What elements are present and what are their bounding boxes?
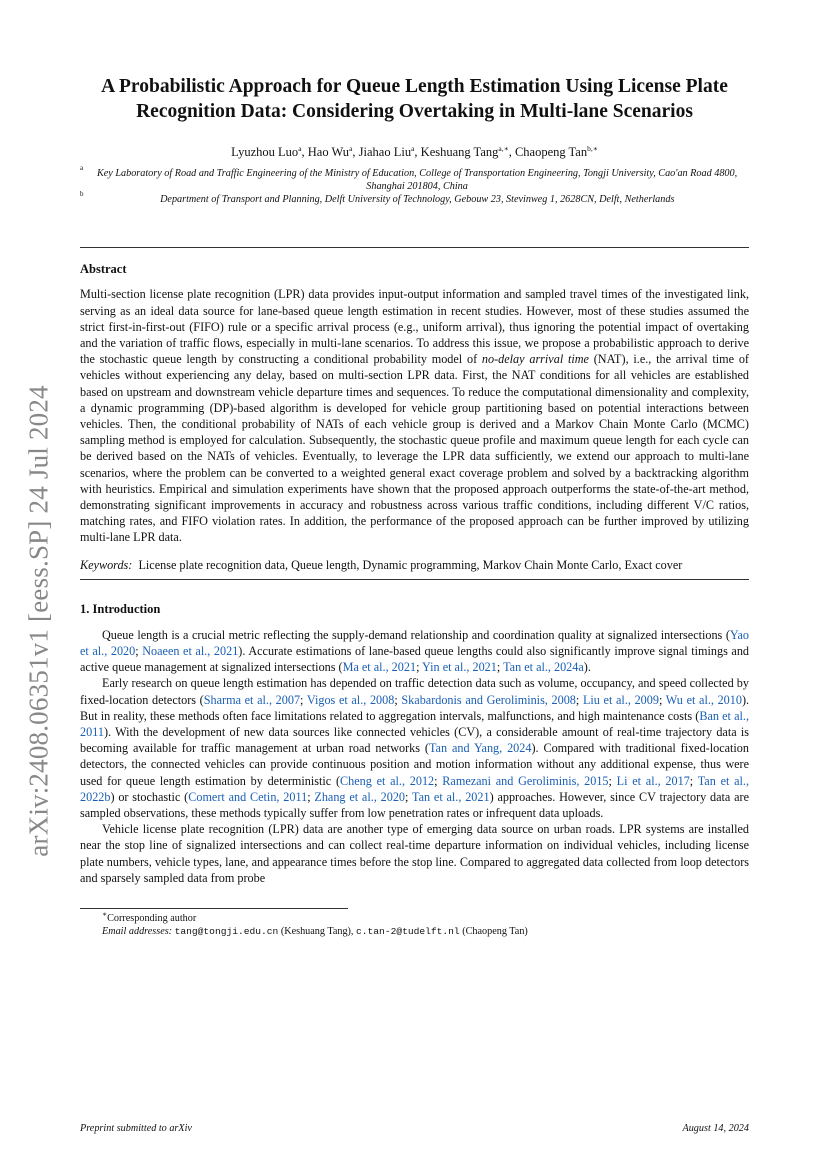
author-affiliation-mark: a	[349, 143, 353, 153]
footnote-emails	[102, 925, 749, 938]
footer-date: August 14, 2024	[682, 1123, 749, 1134]
citation-link[interactable]: Cheng et al., 2012	[340, 773, 435, 788]
affiliation-text: Key Laboratory of Road and Traffic Engineering of the Ministry of Education, College of Transportation Engineering, Tongji University, Cao'an Road 4800, Shanghai 201804, China	[96, 168, 738, 192]
citation-link[interactable]: Comert and Cetin, 2011	[188, 789, 308, 804]
abstract-text	[80, 286, 749, 545]
citation-link[interactable]: Tan and Yang, 2024	[428, 741, 532, 756]
citation-link[interactable]: Tan et al., 2022b	[80, 773, 749, 804]
keywords-label: Keywords:	[80, 557, 133, 572]
affiliation-item	[80, 164, 749, 194]
author-affiliation-mark: a	[298, 143, 302, 153]
citation-link[interactable]: Zhang et al., 2020	[314, 789, 406, 804]
email-name-tang: (Keshuang Tang),	[280, 926, 354, 938]
email-link-tang[interactable]: tang@tongji.edu.cn	[174, 926, 279, 938]
author-name: Jiahao Liu	[358, 145, 412, 159]
author-affiliation-mark: b,∗	[587, 143, 598, 153]
citation-link[interactable]: Noaeen et al., 2021	[142, 644, 239, 659]
abstract-text-part-2: (NAT), i.e., the arrival time of vehicles without experiencing any delay, based on multi-section LPR data. First, the NAT conditions for all vehicles are established based on upstream and downstream vehicle departure times and sequences. To reduce the computational dimensionality and complexity, a dynamic programming (DP)-based algorithm is developed for vehicle group partitioning based on potential interactions between vehicles. Then, the conditional probability of NATs of each vehicle group is derived and a Markov Chain Monte Carlo (MCMC) sampling method is employed for calculation. Subsequently, the stochastic queue profile and maximum queue length for each cycle can be derived based on the NATs of vehicles. Eventually, to leverage the LPR data sufficiently, we extend our approach to multi-lane scenarios, where the problem can be converted to a weighted general exact coverage problem and solved by a backtracking algorithm with heuristics. Empirical and simulation experiments have shown that the proposed approach outperforms the state-of-the-art method, demonstrating significant improvements in accuracy and robustness across various traffic conditions, including different V/C ratios, matching rates, and FIFO violation rates. In addition, the performance of the proposed approach can be further improved by utilizing multi-lane LPR data.	[80, 352, 749, 545]
author-name: Lyuzhou Luo	[231, 145, 299, 159]
arxiv-identifier: arXiv:2408.06351v1 [eess.SP] 24 Jul 2024	[23, 384, 54, 857]
section-body	[80, 627, 749, 886]
author-name: Chaopeng Tan	[514, 145, 588, 159]
keywords-text: License plate recognition data, Queue length, Dynamic programming, Markov Chain Monte Carlo, Exact cover	[138, 557, 683, 572]
arxiv-identifier-sidebar	[21, 372, 57, 869]
affiliations	[80, 164, 749, 206]
section-heading: 1. Introduction	[80, 601, 161, 616]
bottom-rule	[80, 579, 749, 580]
body-paragraph: Early research on queue length estimation has depended on traffic detection data such as volume, occupancy, and speed collected by fixed-location detectors (Sharma et al., 2007; Vigos et al., 2008; Skabardonis and Geroliminis, 2008; Liu et al., 2009; Wu et al., 2010). But in reality, these methods often face limitations related to aggregation intervals, malfunctions, and high maintenance costs (Ban et al., 2011). With the development of new data sources like connected vehicles (CV), a considerable amount of real-time trajectory data is becoming available for traffic management at urban road networks (Tan and Yang, 2024). Compared with traditional fixed-location detectors, the connected vehicles can provide continuous position and motion information without any additional expense, thus were used for queue length estimation by deterministic (Cheng et al., 2012; Ramezani and Geroliminis, 2015; Li et al., 2017; Tan et al., 2022b) or stochastic (Comert and Cetin, 2011; Zhang et al., 2020; Tan et al., 2021) approaches. However, since CV trajectory data are sampled observations, these methods typically suffer from low penetration rates or infrequent data uploads.	[80, 676, 750, 821]
footnote-rule	[80, 908, 348, 909]
affiliation-text: Department of Transport and Planning, Delft University of Technology, Gebouw 23, Stevinweg 1, 2628CN, Delft, Netherlands	[160, 193, 675, 205]
author-affiliation-mark: a	[411, 143, 415, 153]
citation-link[interactable]: Ma et al., 2021	[342, 660, 417, 675]
footnote-corresponding-text: Corresponding author	[107, 913, 197, 925]
abstract-text-part-1: Multi-section license plate recognition (LPR) data provides input-output information and sampled travel times of the investigated link, serving as an ideal data source for lane-based queue length estimation in recent studies. However, most of these studies assumed the strict first-in-first-out (FIFO) rule or a specific arrival process (e.g., uniform arrival), thus ignoring the potential impact of overtaking and the variation of traffic flows, especially in multi-lane scenarios. To address this issue, we propose a probabilistic approach to derive the stochastic queue length by constructing a conditional probability model of	[80, 287, 749, 367]
affiliation-mark: a	[80, 164, 84, 172]
affiliation-mark: b	[80, 189, 84, 198]
citation-link[interactable]: Li et al., 2017	[616, 773, 690, 788]
citation-link[interactable]: Vigos et al., 2008	[306, 692, 395, 707]
author-list: Lyuzhou Luo$^a$, Hao Wu$^a$, Jiahao Liu$^a$, Keshuang Tang$^{a,∗}$, Chaopeng Tan$^{b,∗}$	[231, 143, 598, 159]
paper-title: A Probabilistic Approach for Queue Length Estimation Using License Plate Recognition Data: Considering Overtaking in Multi-lane Scenarios	[101, 76, 728, 122]
author-affiliation-mark: a,∗	[498, 143, 509, 153]
email-link-tan[interactable]: c.tan-2@tudelft.nl	[356, 926, 460, 938]
citation-link[interactable]: Tan et al., 2024a	[503, 660, 584, 675]
citation-link[interactable]: Sharma et al., 2007	[203, 692, 301, 707]
citation-link[interactable]: Tan et al., 2021	[412, 789, 490, 804]
body-paragraph: Vehicle license plate recognition (LPR) data are another type of emerging data source on urban roads. LPR systems are installed near the stop line of signalized intersections and can collect real-time departure information on individual vehicles, including license plate numbers, vehicle types, lane, and appearance times before the stop line. Compared to aggregated data collected from loop detectors and sparsely sampled data from probe	[80, 822, 749, 885]
abstract-heading: Abstract	[80, 262, 127, 277]
citation-link[interactable]: Wu et al., 2010	[665, 692, 742, 707]
body-paragraph: Queue length is a crucial metric reflecting the supply-demand relationship and coordination quality at signalized intersections (Yao et al., 2020; Noaeen et al., 2021). Accurate estimations of lane-based queue lengths could also significantly improve signal timings and active queue management at signalized intersections (Ma et al., 2021; Yin et al., 2021; Tan et al., 2024a).	[80, 627, 750, 675]
email-label: Email addresses:	[102, 926, 173, 938]
email-name-tan: (Chaopeng Tan)	[462, 926, 528, 938]
citation-link[interactable]: Yao et al., 2020	[80, 627, 749, 659]
footnote-corresponding	[102, 909, 749, 925]
footnote-mark: ∗	[102, 909, 108, 919]
affiliation-item	[80, 189, 749, 207]
footnote	[102, 909, 749, 938]
citation-link[interactable]: Liu et al., 2009	[582, 692, 659, 707]
footer-left: Preprint submitted to arXiv	[80, 1123, 192, 1134]
citation-link[interactable]: Yin et al., 2021	[422, 660, 497, 675]
author-name: Hao Wu	[307, 145, 350, 159]
top-rule	[80, 247, 749, 248]
page-footer	[80, 1123, 749, 1134]
paper-page	[80, 70, 749, 938]
keywords	[80, 557, 749, 573]
author-name: Keshuang Tang	[420, 145, 499, 159]
citation-link[interactable]: Ban et al., 2011	[80, 708, 749, 740]
citation-link[interactable]: Skabardonis and Geroliminis, 2008	[401, 692, 576, 707]
citation-link[interactable]: Ramezani and Geroliminis, 2015	[442, 773, 609, 788]
abstract-italic-term: no-delay arrival time	[481, 352, 589, 367]
